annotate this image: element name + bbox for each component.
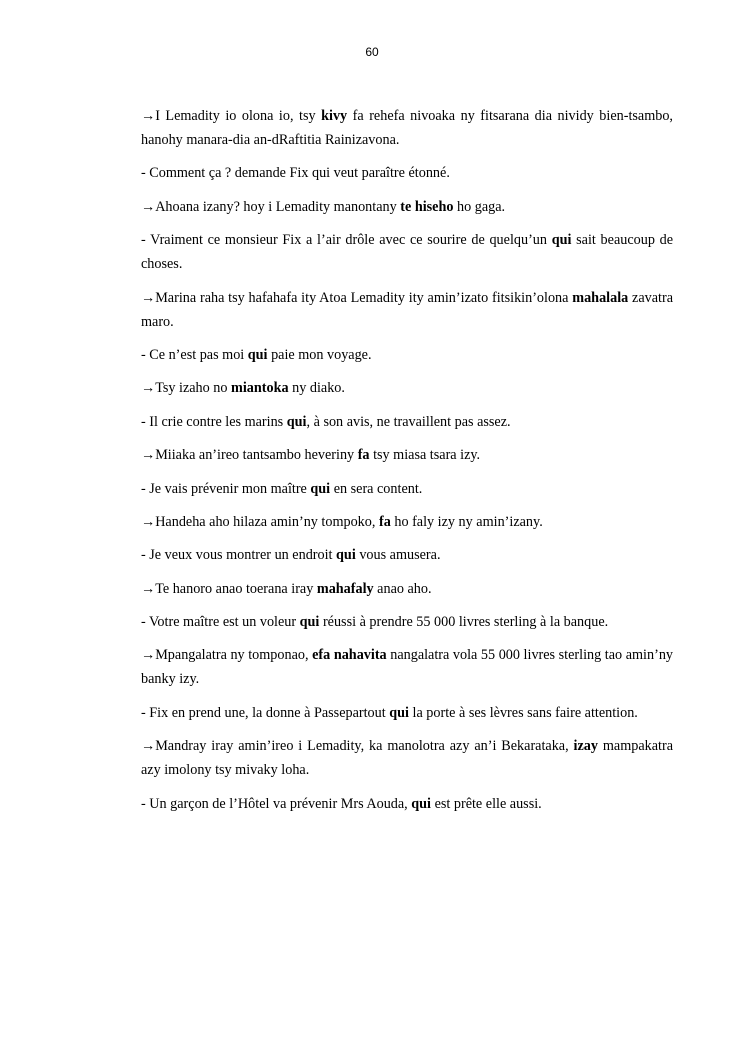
text-run: - Je vais prévenir mon maître [141,480,311,497]
paragraph [141,477,673,501]
text-run: ho faly izy ny amin’izany. [390,513,543,530]
bold-term: qui [336,547,356,564]
text-run: →Mandray iray amin’ireo i Lemadity, ka manolotra azy an’i Bekarataka, [141,738,574,755]
text-run: nangalatra vola 55 000 livres sterling tao amin’ny banky izy. [141,647,674,688]
bold-term: miantoka [231,380,289,397]
text-run: zavatra maro. [141,289,673,330]
text-run: , à son avis, ne travaillent pas assez. [306,413,511,430]
text-run: - Vraiment ce monsieur Fix a l’air drôle avec ce sourire de quelqu’un [141,232,552,249]
text-run: →Tsy izaho no [141,380,232,397]
paragraph [141,610,673,634]
text-run: la porte à ses lèvres sans faire attention. [408,704,638,721]
paragraph [141,577,673,601]
bold-term: qui [299,614,320,631]
paragraph [141,792,673,816]
bold-term: kivy [321,108,348,124]
paragraph [141,701,673,725]
text-run: →Te hanoro anao toerana iray [141,580,317,597]
bold-term: fa [378,513,391,530]
text-run: - Il crie contre les marins [141,413,287,430]
paragraph [141,343,673,367]
text-run: →I Lemadity io olona io, tsy [141,108,322,124]
paragraph [141,376,673,400]
text-run: →Handeha aho hilaza amin’ny tompoko, [141,513,379,530]
paragraph [141,410,673,434]
document-body [141,104,673,825]
text-run: est prête elle aussi. [431,795,542,812]
page-number: 60 [365,45,379,59]
text-run: ho gaga. [453,198,506,215]
bold-term: te hiseho [400,198,454,215]
bold-term: efa nahavita [312,647,387,664]
bold-term: qui [389,704,409,721]
text-run: - Comment ça ? demande Fix qui veut paraître étonné. [141,165,450,182]
text-run: réussi à prendre 55 000 livres sterling à la banque. [319,614,609,631]
bold-term: mahafaly [316,580,374,597]
text-run: en sera content. [330,480,423,497]
text-run: ny diako. [288,380,345,397]
paragraph [141,286,673,334]
text-run: →Ahoana izany? hoy i Lemadity manontany [141,198,401,215]
paragraph [141,228,673,276]
paragraph [141,543,673,567]
bold-term: qui [551,232,572,249]
bold-term: fa [357,447,370,464]
text-run: - Ce n’est pas moi [141,346,248,363]
text-run: fa rehefa nivoaka ny fitsarana dia nividy bien-tsambo, hanohy manara-dia an-dRaftitia Rainizavona. [141,108,673,148]
bold-term: qui [411,795,432,812]
bold-term: qui [310,480,331,497]
paragraph [141,643,673,691]
text-run: - Votre maître est un voleur [141,614,300,631]
text-run: - Un garçon de l’Hôtel va prévenir Mrs Aouda, [141,795,412,812]
bold-term: qui [247,346,268,363]
text-run: paie mon voyage. [267,346,372,363]
text-run: →Mpangalatra ny tomponao, [141,647,313,664]
paragraph [141,104,673,152]
paragraph [141,510,673,534]
text-run: - Je veux vous montrer un endroit [141,547,337,564]
paragraph [141,443,673,467]
text-run: →Marina raha tsy hafahafa ity Atoa Lemadity ity amin’izato fitsikin’olona [141,289,573,306]
bold-term: qui [286,413,307,430]
text-run: tsy miasa tsara izy. [369,447,481,464]
text-run: →Miiaka an’ireo tantsambo heveriny [141,447,358,464]
bold-term: mahalala [572,289,629,306]
text-run: mampakatra azy imolony tsy mivaky loha. [141,738,673,779]
text-run: - Fix en prend une, la donne à Passepartout [141,704,390,721]
paragraph [141,195,673,219]
bold-term: izay [573,738,598,755]
text-run: anao aho. [373,580,432,597]
text-run: vous amusera. [355,547,441,564]
paragraph [141,161,673,185]
paragraph [141,734,673,782]
text-run: sait beaucoup de choses. [141,232,674,273]
